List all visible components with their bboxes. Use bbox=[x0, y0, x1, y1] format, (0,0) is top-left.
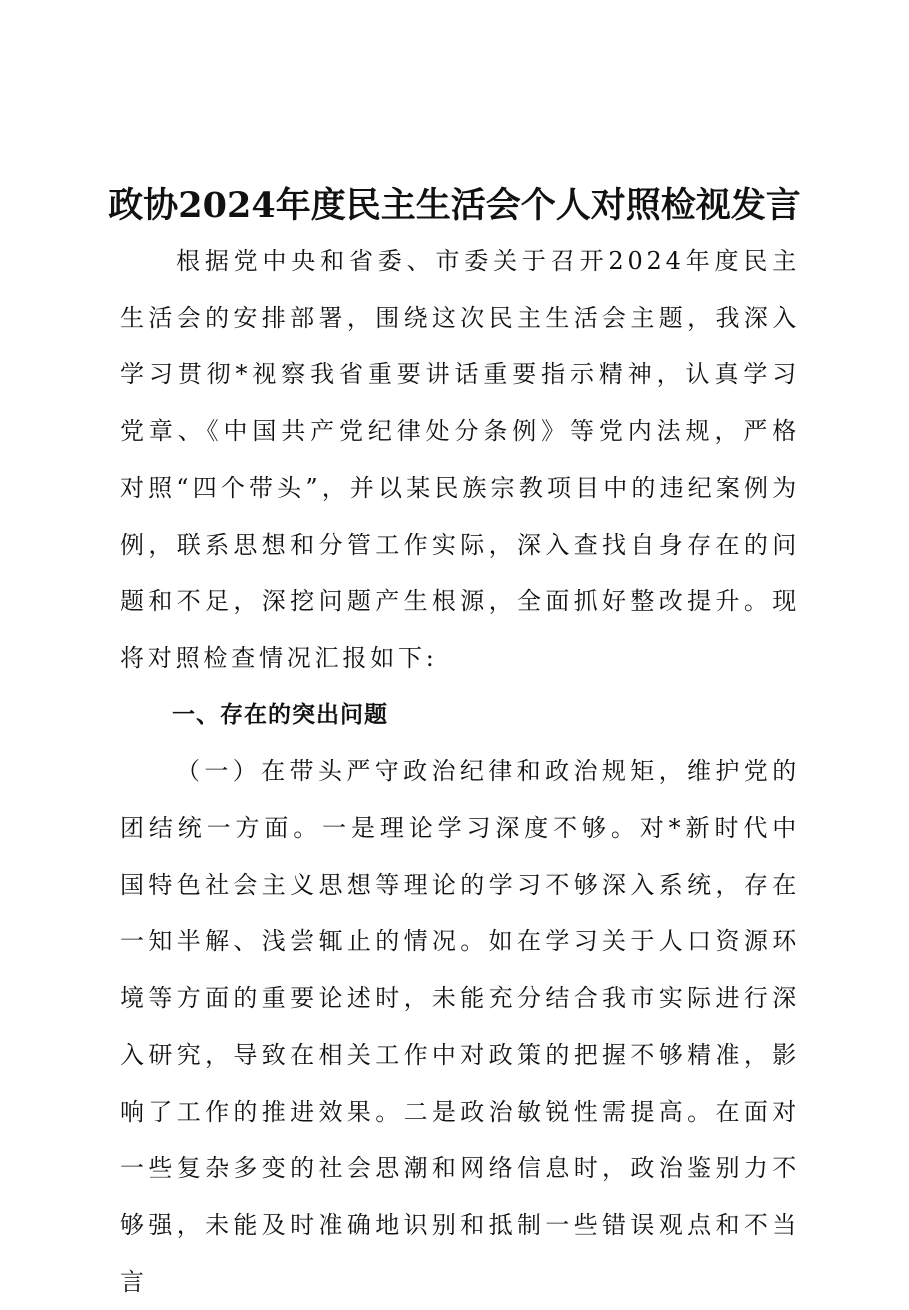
document-body bbox=[120, 233, 800, 1310]
intro-paragraph: 根据党中央和省委、市委关于召开2024年度民主生活会的安排部署，围绕这次民主生活会主题，我深入学习贯彻*视察我省重要讲话重要指示精神，认真学习党章、《中国共产党纪律处分条例》等党内法规，严格对照“四个带头”，并以某民族宗教项目中的违纪案例为例，联系思想和分管工作实际，深入查找自身存在的问题和不足，深挖问题产生根源，全面抓好整改提升。现将对照检查情况汇报如下: bbox=[120, 247, 800, 672]
document-title: 政协2024年度民主生活会个人对照检视发言 bbox=[108, 185, 801, 227]
section-1-paragraph-1: （一）在带头严守政治纪律和政治规矩，维护党的团结统一方面。一是理论学习深度不够。对*新时代中国特色社会主义思想等理论的学习不够深入系统，存在一知半解、浅尝辄止的情况。如在学习关于人口资源环境等方面的重要论述时，未能充分结合我市实际进行深入研究，导致在相关工作中对政策的把握不够精准，影响了工作的推进效果。二是政治敏锐性需提高。在面对一些复杂多变的社会思潮和网络信息时，政治鉴别力不够强，未能及时准确地识别和抵制一些错误观点和不当言 bbox=[120, 757, 800, 1296]
section-heading-1: 一、存在的突出问题 bbox=[172, 701, 388, 728]
